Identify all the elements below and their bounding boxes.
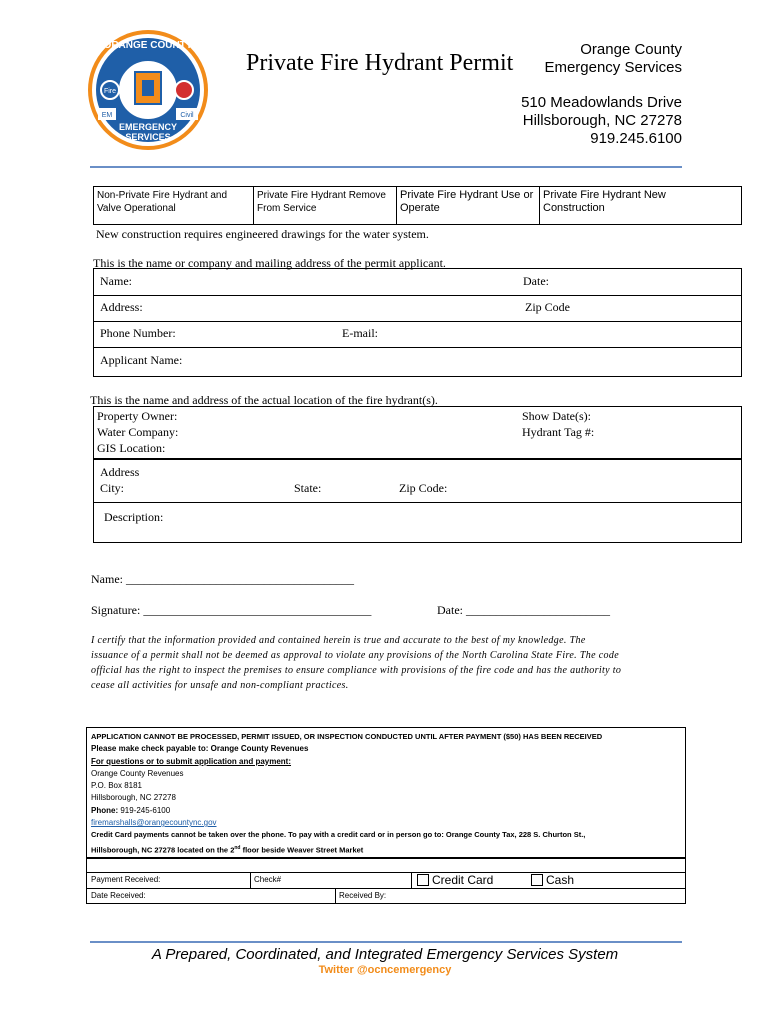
location-city-field[interactable] xyxy=(130,481,280,495)
svg-text:Fire: Fire xyxy=(103,88,117,95)
credit-card-checkbox[interactable] xyxy=(417,874,429,886)
signer-name-line[interactable]: Name: ______________________________________ xyxy=(91,572,354,586)
org-line-1: Orange County xyxy=(580,41,682,58)
location-state-label: State: xyxy=(294,481,322,495)
svg-text:EMERGENCY: EMERGENCY xyxy=(118,122,178,132)
new-construction-note: New construction requires engineered drawings for the water system. xyxy=(96,227,429,241)
hydrant-tag-field[interactable] xyxy=(602,425,732,439)
applicant-email-label: E-mail: xyxy=(342,326,378,340)
payment-warning: APPLICATION CANNOT BE PROCESSED, PERMIT ISSUED, OR INSPECTION CONDUCTED UNTIL AFTER PAYMENT ($50) HAS BEEN RECEIVED xyxy=(91,732,603,741)
signature-line[interactable]: Signature: ______________________________________ xyxy=(91,603,372,617)
payment-received-label: Payment Received: xyxy=(91,875,161,884)
applicant-address-label: Address: xyxy=(100,300,143,314)
certification-line: official has the right to inspect the premises to ensure compliance with provisions of the fire code and has the authority to xyxy=(91,665,622,676)
cash-checkbox[interactable] xyxy=(531,874,543,886)
questions-text: For questions or to submit application and payment: xyxy=(91,756,292,766)
org-city: Hillsborough, NC 27278 xyxy=(522,112,682,129)
hydrant-tag-label: Hydrant Tag #: xyxy=(522,425,595,439)
svg-text:Civil: Civil xyxy=(180,112,194,119)
certification-line: cease all activities for unsafe and non-compliant practices. xyxy=(91,680,349,691)
svg-text:EM: EM xyxy=(101,112,113,119)
permit-type-table xyxy=(93,186,742,225)
location-address-field[interactable] xyxy=(150,465,710,479)
water-company-field[interactable] xyxy=(186,425,506,439)
applicant-intro: This is the name or company and mailing address of the permit applicant. xyxy=(93,256,446,270)
applicant-date-field[interactable] xyxy=(556,274,731,288)
applicant-phone-label: Phone Number: xyxy=(100,326,176,340)
twitter-handle[interactable]: Twitter @ocncemergency xyxy=(318,964,452,976)
permit-type-label: Construction xyxy=(543,202,605,214)
location-zip-field[interactable] xyxy=(456,481,726,495)
location-intro: This is the name and address of the actual location of the fire hydrant(s). xyxy=(90,393,438,407)
page-title: Private Fire Hydrant Permit xyxy=(246,50,514,76)
permit-type-label: Private Fire Hydrant Use or xyxy=(400,189,534,201)
payment-info-box xyxy=(86,727,686,858)
permit-type-new-construction[interactable] xyxy=(540,187,741,224)
permit-type-label: Private Fire Hydrant Remove xyxy=(257,190,386,201)
permit-type-use[interactable] xyxy=(397,187,540,224)
mail-addr-line: Hillsborough, NC 27278 xyxy=(91,793,176,803)
description-label: Description: xyxy=(104,510,164,524)
permit-type-label: Non-Private Fire Hydrant and xyxy=(97,190,228,201)
permit-type-non-private[interactable] xyxy=(94,187,254,224)
county-logo xyxy=(88,30,208,150)
applicant-phone-field[interactable] xyxy=(186,326,336,340)
location-box-address xyxy=(93,459,742,543)
credit-card-location: Hillsborough, NC 27278 located on the 2nd floor beside Weaver Street Market xyxy=(91,844,364,855)
received-by-label: Received By: xyxy=(339,891,387,900)
payment-phone-value: 919-245-6100 xyxy=(120,805,171,815)
footer-tagline: A Prepared, Coordinated, and Integrated Emergency Services System xyxy=(151,946,619,963)
org-name xyxy=(544,41,682,77)
permit-type-remove[interactable] xyxy=(254,187,397,224)
location-city-label: City: xyxy=(100,481,125,495)
org-address xyxy=(521,94,682,148)
payment-email-link[interactable]: firemarshalls@orangecountync.gov xyxy=(91,818,217,828)
cash-label: Cash xyxy=(546,873,575,887)
show-dates-field[interactable] xyxy=(604,409,734,423)
date-received-label: Date Received: xyxy=(91,891,146,900)
svg-text:ORANGE COUNTY: ORANGE COUNTY xyxy=(103,40,193,51)
gis-location-field[interactable] xyxy=(172,441,502,455)
org-phone: 919.245.6100 xyxy=(590,130,682,147)
applicant-zip-label: Zip Code xyxy=(525,300,570,314)
applicant-email-field[interactable] xyxy=(386,326,731,340)
org-line-2: Emergency Services xyxy=(544,59,682,76)
header-rule xyxy=(90,166,682,168)
credit-card-label: Credit Card xyxy=(432,873,494,887)
show-dates-label: Show Date(s): xyxy=(522,409,591,423)
permit-type-label: Valve Operational xyxy=(97,203,176,214)
applicant-zip-field[interactable] xyxy=(578,300,733,314)
description-field[interactable] xyxy=(174,510,729,524)
applicant-box xyxy=(93,268,742,377)
check-number-label: Check# xyxy=(254,875,282,884)
location-address-label: Address xyxy=(100,465,140,479)
applicant-date-label: Date: xyxy=(523,274,549,288)
location-zip-label: Zip Code: xyxy=(399,481,448,495)
svg-text:SERVICES: SERVICES xyxy=(125,132,171,142)
property-owner-field[interactable] xyxy=(184,409,504,423)
water-company-label: Water Company: xyxy=(97,425,179,439)
org-street: 510 Meadowlands Drive xyxy=(521,94,682,111)
permit-type-label: From Service xyxy=(257,203,317,214)
certification-line: I certify that the information provided and contained herein is true and accurate to the best of my knowledge. The xyxy=(91,635,586,646)
permit-type-label: Private Fire Hydrant New xyxy=(543,189,666,201)
location-state-field[interactable] xyxy=(334,481,394,495)
property-owner-label: Property Owner: xyxy=(97,409,178,423)
certification-line: issuance of a permit shall not be deemed as approval to violate any provisions of the North Carolina State Fire. The code xyxy=(91,650,620,661)
applicant-name-field[interactable] xyxy=(144,274,504,288)
applicant-address-field[interactable] xyxy=(156,300,506,314)
check-payable-text: Please make check payable to: Orange County Revenues xyxy=(91,744,309,754)
signature-date-line[interactable]: Date: ________________________ xyxy=(437,603,610,617)
credit-card-note: Credit Card payments cannot be taken over the phone. To pay with a credit card or in person go to: Orange County Tax, 228 S. Churton St., xyxy=(91,830,586,840)
applicant-name-label: Name: xyxy=(100,274,132,288)
mail-addr-line: Orange County Revenues xyxy=(91,768,184,778)
permit-type-label: Operate xyxy=(400,202,440,214)
office-use-table xyxy=(86,858,686,904)
footer-rule xyxy=(90,941,682,943)
payment-phone xyxy=(91,805,681,817)
certification-text xyxy=(91,633,621,693)
payment-phone-label: Phone: xyxy=(91,805,119,815)
gis-location-label: GIS Location: xyxy=(97,441,166,455)
location-box-top xyxy=(93,406,742,459)
applicant-full-name-field[interactable] xyxy=(194,353,729,367)
mail-addr-line: P.O. Box 8181 xyxy=(91,781,142,791)
applicant-full-name-label: Applicant Name: xyxy=(100,353,183,367)
